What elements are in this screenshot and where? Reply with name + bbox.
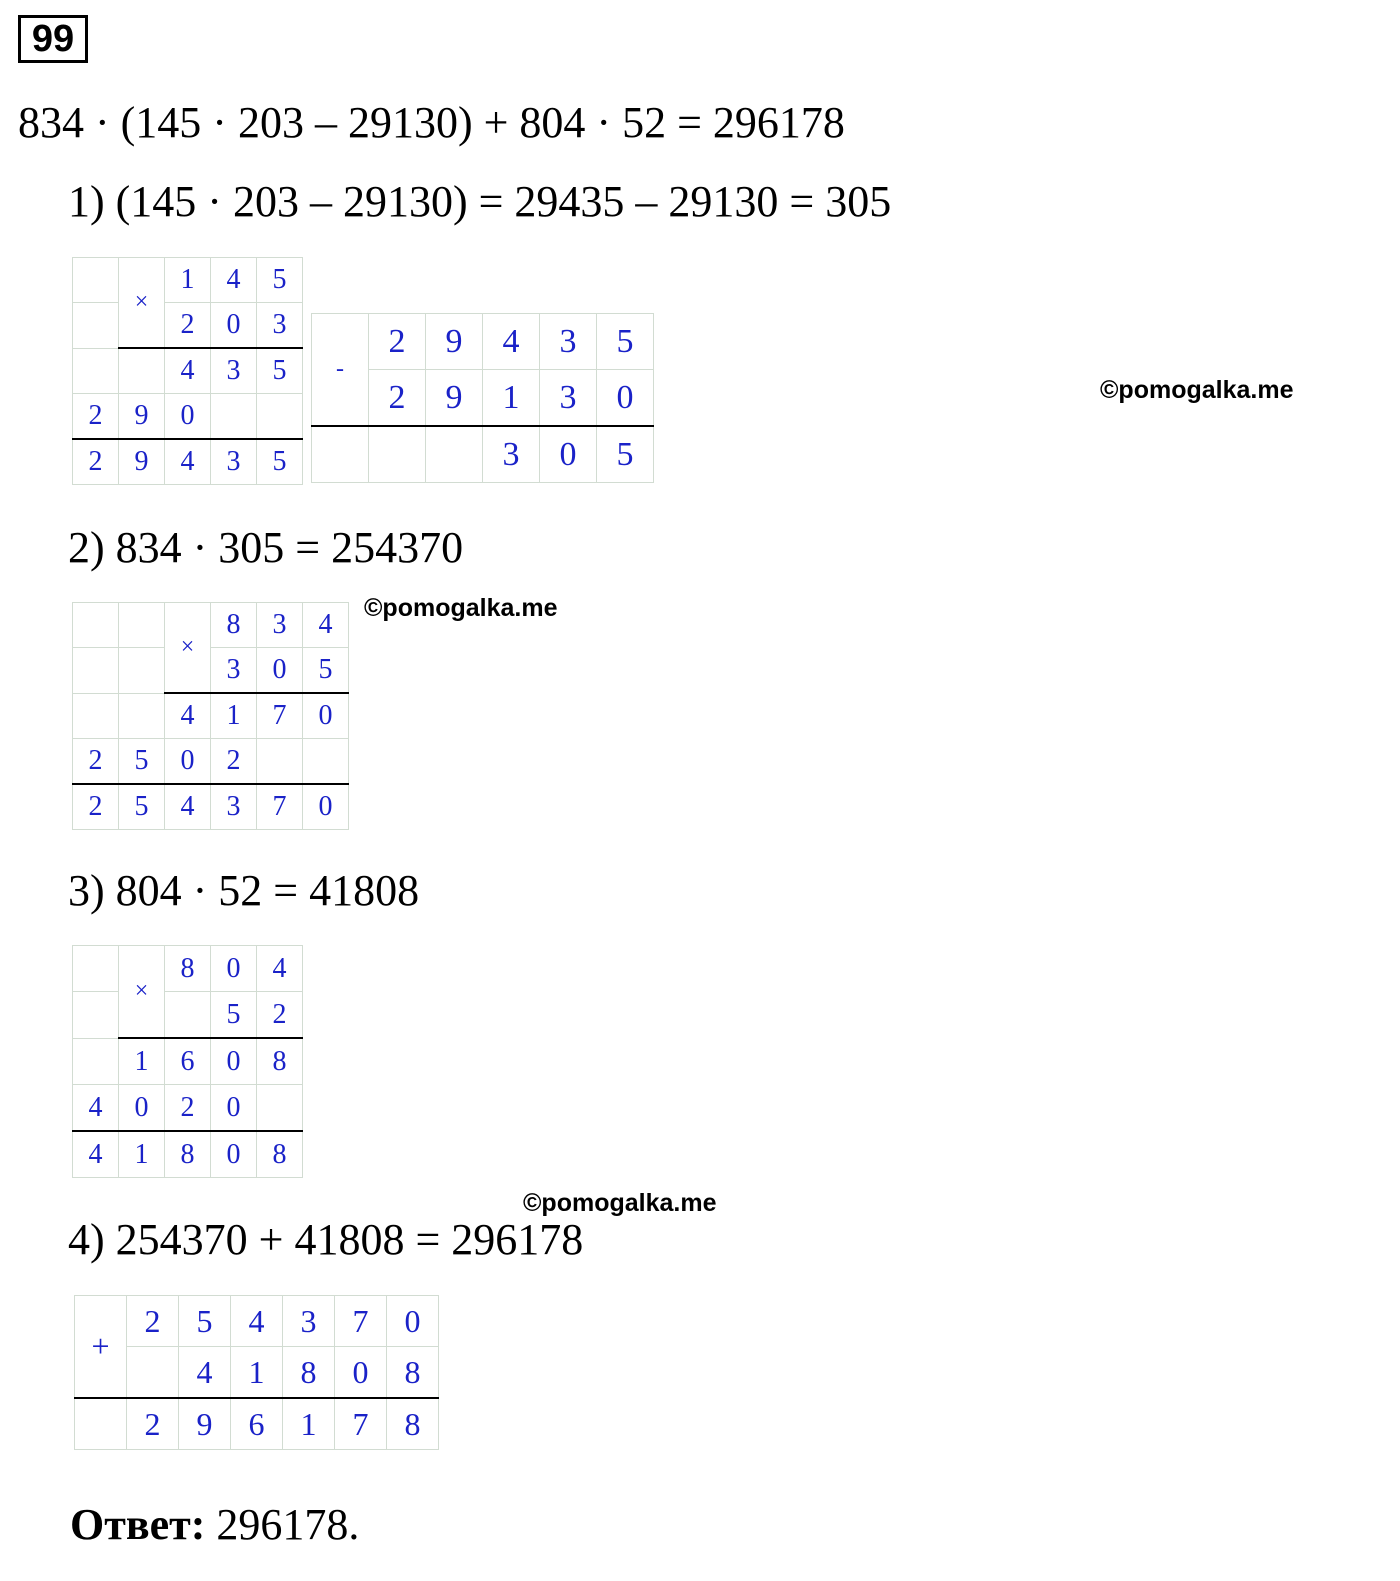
multiply-sign: × [119, 258, 165, 349]
addition-grid-4 [74, 1295, 439, 1450]
grid-cell: 1 [211, 693, 257, 739]
grid-cell: 3 [483, 426, 540, 483]
grid-cell: 0 [211, 946, 257, 992]
multiplication-grid-1 [72, 257, 303, 485]
grid-cell: 7 [257, 784, 303, 830]
grid-cell: 2 [369, 314, 426, 370]
grid-cell: 4 [483, 314, 540, 370]
grid-cell: 0 [540, 426, 597, 483]
grid-cell: 0 [165, 739, 211, 785]
grid-cell: 2 [257, 992, 303, 1039]
grid-cell: 0 [211, 303, 257, 349]
grid-cell: 9 [426, 370, 483, 427]
grid-cell: 4 [73, 1131, 119, 1178]
grid-cell: 3 [540, 370, 597, 427]
grid-cell [211, 394, 257, 440]
grid-cell: 3 [211, 348, 257, 394]
grid-cell [369, 426, 426, 483]
grid-cell [426, 426, 483, 483]
grid-cell: 0 [211, 1038, 257, 1085]
grid-cell: 0 [257, 648, 303, 694]
grid-cell: 2 [369, 370, 426, 427]
multiplication-grid-2 [72, 602, 349, 830]
grid-cell: 1 [165, 258, 211, 303]
grid-cell: 8 [387, 1398, 439, 1450]
grid-cell: 0 [597, 370, 654, 427]
grid-cell: 0 [211, 1085, 257, 1132]
watermark: ©pomogalka.me [364, 594, 558, 622]
grid-cell: 7 [335, 1296, 387, 1347]
main-expression: 834 · (145 · 203 – 29130) + 804 · 52 = 296178 [18, 98, 845, 147]
grid-cell: 4 [211, 258, 257, 303]
grid-cell: 2 [73, 394, 119, 440]
grid-cell: 3 [211, 648, 257, 694]
grid-cell: 8 [165, 1131, 211, 1178]
answer-label: Ответ: [70, 1500, 206, 1549]
grid-cell: 6 [231, 1398, 283, 1450]
watermark: ©pomogalka.me [523, 1189, 717, 1217]
grid-cell: 2 [211, 739, 257, 785]
grid-cell: 4 [231, 1296, 283, 1347]
step-2-expression: 2) 834 · 305 = 254370 [68, 523, 464, 572]
multiply-sign: × [165, 603, 211, 694]
task-number: 99 [18, 15, 88, 63]
grid-cell: 7 [335, 1398, 387, 1450]
grid-cell: 3 [257, 603, 303, 648]
grid-cell [127, 1347, 179, 1399]
grid-cell: 9 [119, 394, 165, 440]
grid-cell: 6 [165, 1038, 211, 1085]
grid-cell: 3 [283, 1296, 335, 1347]
grid-cell: 2 [73, 739, 119, 785]
grid-cell: 3 [211, 439, 257, 485]
grid-cell: 9 [426, 314, 483, 370]
grid-cell: 1 [119, 1131, 165, 1178]
grid-cell: 8 [283, 1347, 335, 1399]
grid-cell: 4 [165, 348, 211, 394]
watermark: ©pomogalka.me [1100, 376, 1294, 404]
grid-cell: 1 [119, 1038, 165, 1085]
grid-cell: 1 [231, 1347, 283, 1399]
grid-cell: 0 [211, 1131, 257, 1178]
grid-cell: 3 [257, 303, 303, 349]
grid-cell: 2 [73, 439, 119, 485]
grid-cell: 8 [257, 1038, 303, 1085]
grid-cell: 0 [387, 1296, 439, 1347]
grid-cell: 5 [257, 348, 303, 394]
grid-cell: 1 [283, 1398, 335, 1450]
grid-cell: 1 [483, 370, 540, 427]
grid-cell [73, 946, 119, 992]
grid-cell: 2 [73, 784, 119, 830]
grid-cell [73, 348, 119, 394]
multiplication-grid-3 [72, 945, 303, 1178]
grid-cell: 5 [257, 439, 303, 485]
minus-sign: - [312, 314, 369, 427]
grid-cell: 8 [211, 603, 257, 648]
grid-cell: 4 [303, 603, 349, 648]
grid-cell: 0 [303, 693, 349, 739]
grid-cell: 5 [303, 648, 349, 694]
grid-cell: 4 [165, 784, 211, 830]
grid-cell: 2 [127, 1296, 179, 1347]
grid-cell [312, 426, 369, 483]
grid-cell: 9 [179, 1398, 231, 1450]
grid-cell [119, 348, 165, 394]
grid-cell [119, 693, 165, 739]
grid-cell: 4 [165, 693, 211, 739]
grid-cell: 8 [387, 1347, 439, 1399]
grid-cell: 5 [257, 258, 303, 303]
grid-cell: 8 [257, 1131, 303, 1178]
grid-cell [73, 693, 119, 739]
grid-cell: 0 [119, 1085, 165, 1132]
grid-cell: 5 [597, 426, 654, 483]
grid-cell [73, 992, 119, 1039]
grid-cell [119, 603, 165, 648]
grid-cell: 0 [303, 784, 349, 830]
grid-cell [73, 1038, 119, 1085]
grid-cell [75, 1398, 127, 1450]
grid-cell: 2 [165, 1085, 211, 1132]
grid-cell: 4 [165, 439, 211, 485]
grid-cell: 3 [540, 314, 597, 370]
grid-cell [119, 648, 165, 694]
grid-cell: 5 [119, 739, 165, 785]
grid-cell [73, 303, 119, 349]
multiply-sign: × [119, 946, 165, 1039]
answer [70, 1500, 359, 1550]
plus-sign: + [75, 1296, 127, 1399]
grid-cell [257, 394, 303, 440]
grid-cell [165, 992, 211, 1039]
grid-cell [73, 648, 119, 694]
grid-cell [303, 739, 349, 785]
grid-cell: 9 [119, 439, 165, 485]
grid-cell: 2 [165, 303, 211, 349]
grid-cell: 5 [211, 992, 257, 1039]
grid-cell: 7 [257, 693, 303, 739]
answer-value: 296178. [205, 1500, 360, 1549]
subtraction-grid-1 [311, 313, 654, 483]
grid-cell: 4 [179, 1347, 231, 1399]
grid-cell: 2 [127, 1398, 179, 1450]
step-1-expression: 1) (145 · 203 – 29130) = 29435 – 29130 = 305 [68, 177, 892, 226]
grid-cell: 4 [73, 1085, 119, 1132]
grid-cell [73, 603, 119, 648]
step-3-expression: 3) 804 · 52 = 41808 [68, 866, 420, 915]
grid-cell: 4 [257, 946, 303, 992]
grid-cell: 5 [179, 1296, 231, 1347]
grid-cell [257, 1085, 303, 1132]
grid-cell: 0 [335, 1347, 387, 1399]
grid-cell: 5 [597, 314, 654, 370]
grid-cell [73, 258, 119, 303]
grid-cell: 3 [211, 784, 257, 830]
grid-cell: 5 [119, 784, 165, 830]
grid-cell [257, 739, 303, 785]
grid-cell: 0 [165, 394, 211, 440]
step-4-expression: 4) 254370 + 41808 = 296178 [68, 1215, 584, 1264]
grid-cell: 8 [165, 946, 211, 992]
